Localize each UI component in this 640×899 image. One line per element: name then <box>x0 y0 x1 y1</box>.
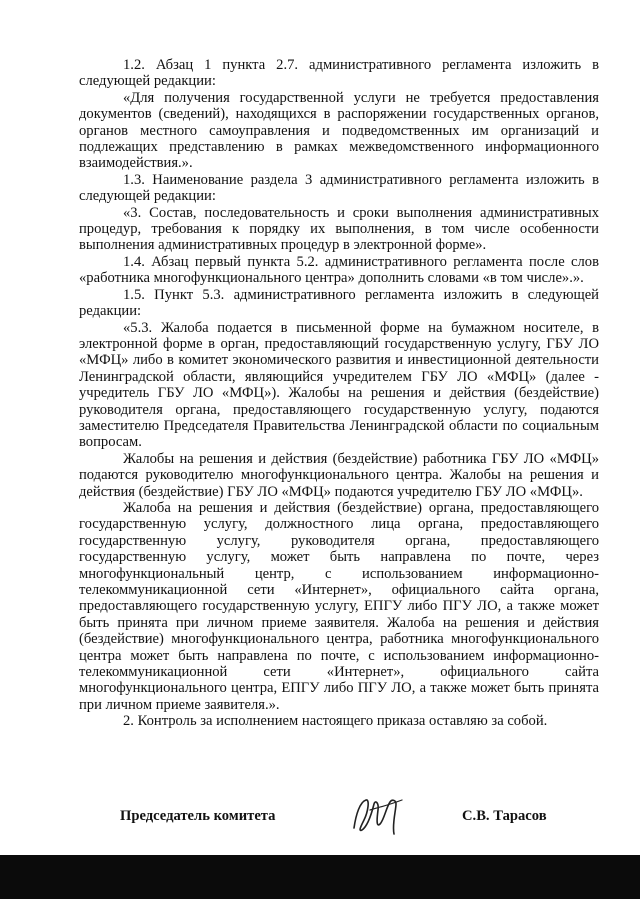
paragraph-quote-section-3: «3. Состав, последовательность и сроки выполнения административных процедур, требования к порядку их выполнения, в том числе особенности выполнения административных процедур в электронной форме». <box>79 204 599 254</box>
paragraph-1-3: 1.3. Наименование раздела 3 административного регламента изложить в следующей редакции: <box>79 171 599 205</box>
handwritten-signature <box>346 794 416 838</box>
paragraph-quote-5-3: «5.3. Жалоба подается в письменной форме на бумажном носителе, в электронной форме в орган, предоставляющий государственную услугу, ГБУ ЛО «МФЦ» либо в комитет экономического развития и инвестиционной деятельности Ленинградской области, являющийся учредителем ГБУ ЛО «МФЦ» (далее - учредитель ГБУ ЛО «МФЦ»). Жалобы на решения и действия (бездействие) руководителя органа, предоставляющего государственную услугу, подаются заместителю Председателя Правительства Ленинградской области по социальным вопросам. <box>79 319 599 451</box>
signatory-title: Председатель комитета <box>120 808 276 824</box>
signatory-name: С.В. Тарасов <box>462 808 547 824</box>
paragraph-1-5: 1.5. Пункт 5.3. административного регламента изложить в следующей редакции: <box>79 286 599 320</box>
paragraph-complaints-channels: Жалоба на решения и действия (бездействие) органа, предоставляющего государственную услугу, должностного лица органа, предоставляющего государственную услугу, руководителя органа, предоставляющего государственную услугу, может быть направлена по почте, через многофункциональный центр, с использованием информационно-телекоммуникационной сети «Интернет», официального сайта органа, предоставляющего государственную услугу, ЕПГУ либо ПГУ ЛО, а также может быть принята при личном приеме заявителя. Жалоба на решения и действия (бездействие) многофункционального центра, работника многофункционального центра может быть направлена по почте, с использованием информационно-телекоммуникационной сети «Интернет», официального сайта многофункционального центра, ЕПГУ либо ПГУ ЛО, а также может быть принята при личном приеме заявителя.». <box>79 499 599 713</box>
document-body <box>79 57 599 730</box>
signature-block <box>120 808 560 848</box>
paragraph-1-2: 1.2. Абзац 1 пункта 2.7. административного регламента изложить в следующей редакции: <box>79 57 599 90</box>
paragraph-quote-2-7: «Для получения государственной услуги не требуется предоставления документов (сведений), находящихся в распоряжении государственных органов, органов местного самоуправления и подведомственных им организаций и подлежащих представлению в рамках межведомственного информационного взаимодействия.». <box>79 89 599 172</box>
paragraph-1-4: 1.4. Абзац первый пункта 5.2. административного регламента после слов «работника многофункционального центра» дополнить словами «в том числе».». <box>79 253 599 287</box>
scan-border <box>0 855 640 899</box>
paragraph-control: 2. Контроль за исполнением настоящего приказа оставляю за собой. <box>123 713 548 730</box>
paragraph-complaints-mfc: Жалобы на решения и действия (бездействие) работника ГБУ ЛО «МФЦ» подаются руководителю многофункционального центра. Жалобы на решения и действия (бездействие) ГБУ ЛО «МФЦ» подаются учредителю ГБУ ЛО «МФЦ». <box>79 450 599 500</box>
